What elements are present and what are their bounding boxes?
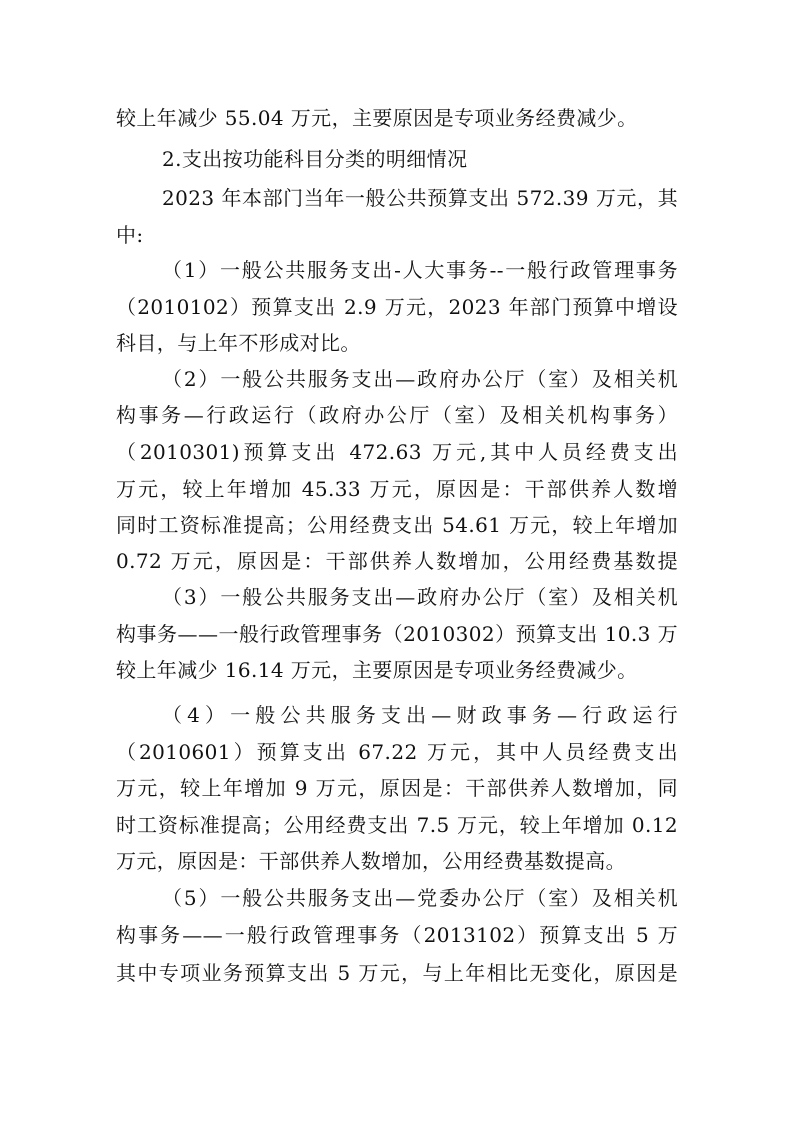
text-line: 其中专项业务预算支出 5 万元，与上年相比无变化，原因是	[116, 961, 678, 985]
text-line: 较上年减少 16.14 万元，主要原因是专项业务经费减少。	[116, 658, 638, 682]
text-line: （2010301)预算支出 472.63 万元,其中人员经费支出	[116, 440, 678, 464]
text-line: 构事务——一般行政管理事务（2013102）预算支出 5 万	[116, 923, 678, 947]
text-line: （2010102）预算支出 2.9 万元，2023 年部门预算中增设	[116, 295, 678, 319]
text-line: 科目，与上年不形成对比。	[116, 331, 361, 355]
text-line: 万元，较上年增加 9 万元，原因是：干部供养人数增加，同	[116, 776, 678, 800]
text-line: 时工资标准提高；公用经费支出 7.5 万元，较上年增加 0.12	[116, 813, 678, 837]
text-line: （2）一般公共服务支出—政府办公厅（室）及相关机	[162, 367, 678, 391]
text-line: 同时工资标准提高；公用经费支出 54.61 万元，较上年增加	[116, 513, 678, 537]
text-line: （1）一般公共服务支出-人大事务--一般行政管理事务	[162, 258, 678, 282]
text-line: 较上年减少 55.04 万元，主要原因是专项业务经费减少。	[116, 106, 638, 130]
text-line: 0.72 万元，原因是：干部供养人数增加，公用经费基数提	[116, 549, 678, 573]
text-line: （4）一般公共服务支出—财政事务—行政运行	[162, 703, 678, 727]
text-line: （5）一般公共服务支出—党委办公厅（室）及相关机	[162, 886, 678, 910]
text-line: 万元，原因是：干部供养人数增加，公用经费基数提高。	[116, 849, 626, 873]
text-line: 中:	[116, 223, 144, 247]
text-line: （3）一般公共服务支出—政府办公厅（室）及相关机	[162, 585, 678, 609]
section-heading: 2.支出按功能科目分类的明细情况	[162, 147, 468, 171]
text-line: 构事务—行政运行（政府办公厅（室）及相关机构事务）	[116, 403, 678, 427]
text-line: 2023 年本部门当年一般公共预算支出 572.39 万元，其	[162, 186, 678, 210]
text-line: 万元，较上年增加 45.33 万元，原因是：干部供养人数增	[116, 477, 678, 501]
text-line: 构事务——一般行政管理事务（2010302）预算支出 10.3 万	[116, 622, 678, 646]
text-line: （2010601）预算支出 67.22 万元，其中人员经费支出	[116, 740, 678, 764]
